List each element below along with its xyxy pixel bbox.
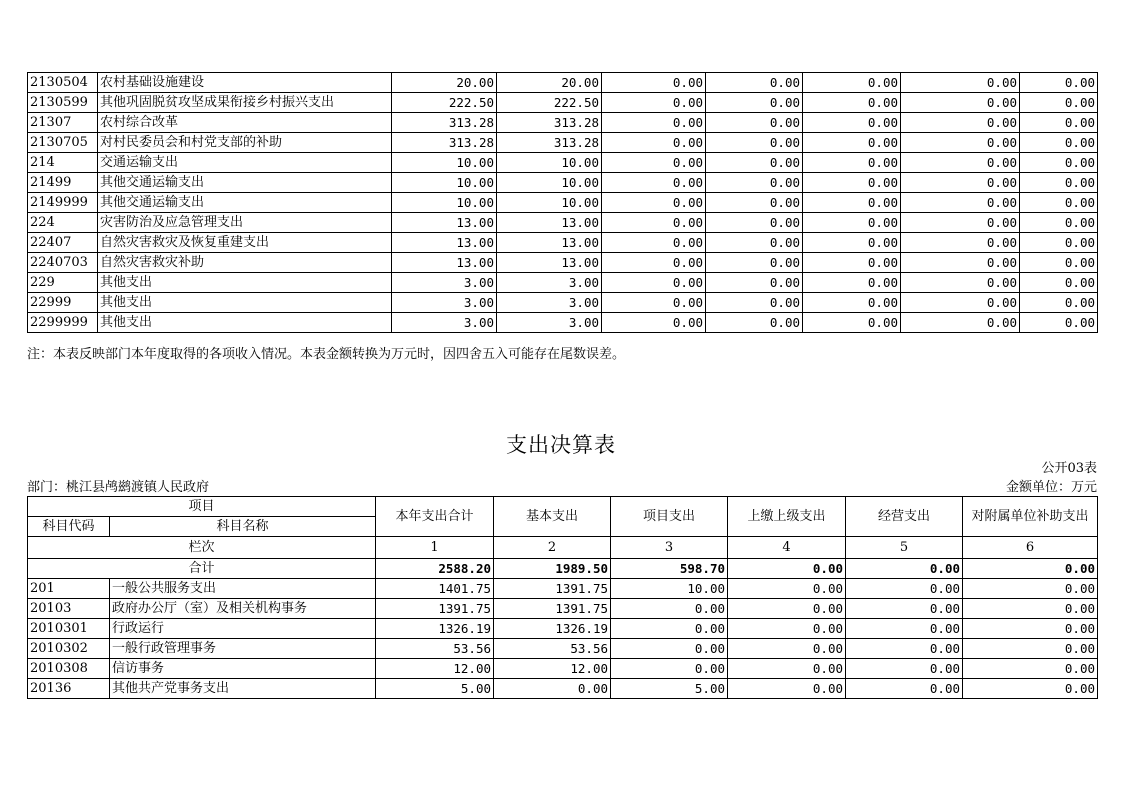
table-row (28, 173, 1098, 193)
row-index-label: 栏次 (28, 537, 376, 559)
amount-cell: 10.00 (497, 193, 602, 213)
subject-code-cell: 201 (28, 579, 110, 599)
amount-cell: 0.00 (963, 659, 1098, 679)
amount-cell: 0.00 (901, 193, 1020, 213)
subject-name-cell: 其他支出 (98, 293, 392, 313)
table-row (28, 233, 1098, 253)
amount-cell: 0.00 (1020, 193, 1098, 213)
subject-name-cell: 其他支出 (98, 313, 392, 333)
amount-cell: 3.00 (392, 293, 497, 313)
amount-cell: 3.00 (497, 313, 602, 333)
subject-name-cell: 其他交通运输支出 (98, 193, 392, 213)
subject-name-cell: 自然灾害救灾及恢复重建支出 (98, 233, 392, 253)
amount-cell: 0.00 (803, 273, 901, 293)
amount-cell: 313.28 (497, 113, 602, 133)
amount-cell: 0.00 (901, 113, 1020, 133)
total-value: 0.00 (963, 559, 1098, 579)
expenditure-table-body (28, 579, 1098, 699)
total-value: 0.00 (846, 559, 963, 579)
amount-cell: 0.00 (728, 579, 846, 599)
header-subject-name: 科目名称 (110, 517, 376, 537)
amount-cell: 13.00 (392, 213, 497, 233)
amount-cell: 1391.75 (494, 599, 611, 619)
subject-code-cell: 20103 (28, 599, 110, 619)
amount-cell: 0.00 (846, 619, 963, 639)
subject-name-cell: 行政运行 (110, 619, 376, 639)
subject-code-cell: 224 (28, 213, 98, 233)
table-row (28, 293, 1098, 313)
amount-cell: 0.00 (1020, 153, 1098, 173)
subject-name-cell: 灾害防治及应急管理支出 (98, 213, 392, 233)
amount-cell: 0.00 (728, 679, 846, 699)
amount-cell: 0.00 (963, 619, 1098, 639)
table-note: 注：本表反映部门本年度取得的各项收入情况。本表金额转换为万元时，因四舍五入可能存在尾数误差。 (27, 347, 626, 362)
amount-cell: 0.00 (706, 293, 803, 313)
header-col-6: 对附属单位补助支出 (963, 497, 1098, 537)
amount-cell: 13.00 (392, 233, 497, 253)
amount-cell: 1326.19 (376, 619, 494, 639)
amount-cell: 3.00 (497, 273, 602, 293)
header-col-5: 经营支出 (846, 497, 963, 537)
table-row (28, 579, 1098, 599)
subject-code-cell: 2010302 (28, 639, 110, 659)
table-row (28, 153, 1098, 173)
amount-cell: 13.00 (497, 253, 602, 273)
subject-name-cell: 其他巩固脱贫攻坚成果衔接乡村振兴支出 (98, 93, 392, 113)
amount-cell: 0.00 (706, 93, 803, 113)
amount-cell: 0.00 (1020, 293, 1098, 313)
amount-cell: 0.00 (706, 313, 803, 333)
amount-cell: 0.00 (728, 639, 846, 659)
column-number: 3 (611, 537, 728, 559)
table-row (28, 113, 1098, 133)
subject-code-cell: 214 (28, 153, 98, 173)
amount-cell: 0.00 (706, 193, 803, 213)
amount-cell: 13.00 (497, 213, 602, 233)
expenditure-table (27, 496, 1098, 699)
subject-code-cell: 2130504 (28, 73, 98, 93)
amount-cell: 0.00 (901, 233, 1020, 253)
subject-code-cell: 22407 (28, 233, 98, 253)
amount-cell: 313.28 (392, 133, 497, 153)
amount-cell: 0.00 (803, 233, 901, 253)
amount-cell: 13.00 (392, 253, 497, 273)
amount-cell: 0.00 (602, 213, 706, 233)
amount-cell: 0.00 (901, 93, 1020, 113)
subject-code-cell: 21307 (28, 113, 98, 133)
table-row (28, 213, 1098, 233)
amount-cell: 0.00 (846, 579, 963, 599)
amount-cell: 0.00 (706, 133, 803, 153)
page-title: 支出决算表 (506, 433, 616, 457)
header-col-3: 项目支出 (611, 497, 728, 537)
total-value: 1989.50 (494, 559, 611, 579)
amount-cell: 0.00 (1020, 313, 1098, 333)
table-row (28, 73, 1098, 93)
table-row (28, 133, 1098, 153)
table-row (28, 599, 1098, 619)
amount-cell: 53.56 (376, 639, 494, 659)
amount-cell: 0.00 (803, 173, 901, 193)
subject-name-cell: 政府办公厅（室）及相关机构事务 (110, 599, 376, 619)
amount-cell: 0.00 (963, 639, 1098, 659)
amount-cell: 20.00 (497, 73, 602, 93)
amount-cell: 0.00 (602, 253, 706, 273)
amount-cell: 0.00 (1020, 93, 1098, 113)
amount-cell: 10.00 (611, 579, 728, 599)
amount-cell: 0.00 (1020, 113, 1098, 133)
subject-code-cell: 20136 (28, 679, 110, 699)
amount-cell: 0.00 (602, 73, 706, 93)
amount-cell: 10.00 (392, 173, 497, 193)
subject-name-cell: 其他支出 (98, 273, 392, 293)
subject-code-cell: 229 (28, 273, 98, 293)
header-col-2: 基本支出 (494, 497, 611, 537)
amount-cell: 0.00 (706, 253, 803, 273)
amount-cell: 0.00 (963, 599, 1098, 619)
amount-cell: 0.00 (803, 213, 901, 233)
amount-cell: 0.00 (803, 253, 901, 273)
amount-cell: 222.50 (392, 93, 497, 113)
amount-cell: 0.00 (901, 293, 1020, 313)
amount-cell: 0.00 (963, 579, 1098, 599)
amount-cell: 10.00 (497, 153, 602, 173)
department-label: 部门：桃江县鸬鹚渡镇人民政府 (27, 480, 210, 495)
amount-cell: 1401.75 (376, 579, 494, 599)
subject-name-cell: 其他交通运输支出 (98, 173, 392, 193)
subject-code-cell: 2010308 (28, 659, 110, 679)
table-row (28, 93, 1098, 113)
subject-code-cell: 2010301 (28, 619, 110, 639)
amount-cell: 0.00 (901, 133, 1020, 153)
amount-cell: 1391.75 (494, 579, 611, 599)
amount-cell: 0.00 (803, 193, 901, 213)
table-row (28, 273, 1098, 293)
amount-cell: 0.00 (706, 153, 803, 173)
unit-label: 金额单位：万元 (1005, 480, 1097, 495)
amount-cell: 0.00 (901, 213, 1020, 233)
amount-cell: 0.00 (803, 133, 901, 153)
amount-cell: 0.00 (1020, 133, 1098, 153)
amount-cell: 3.00 (497, 293, 602, 313)
amount-cell: 222.50 (497, 93, 602, 113)
amount-cell: 5.00 (611, 679, 728, 699)
amount-cell: 0.00 (901, 173, 1020, 193)
amount-cell: 1326.19 (494, 619, 611, 639)
amount-cell: 12.00 (376, 659, 494, 679)
table-row (28, 639, 1098, 659)
amount-cell: 3.00 (392, 273, 497, 293)
amount-cell: 10.00 (392, 153, 497, 173)
amount-cell: 0.00 (901, 313, 1020, 333)
amount-cell: 313.28 (392, 113, 497, 133)
subject-name-cell: 对村民委员会和村党支部的补助 (98, 133, 392, 153)
amount-cell: 0.00 (728, 599, 846, 619)
table-row (28, 313, 1098, 333)
amount-cell: 0.00 (901, 153, 1020, 173)
amount-cell: 0.00 (846, 639, 963, 659)
subject-name-cell: 一般公共服务支出 (110, 579, 376, 599)
amount-cell: 0.00 (963, 679, 1098, 699)
amount-cell: 0.00 (901, 253, 1020, 273)
amount-cell: 0.00 (803, 293, 901, 313)
income-table-body (28, 73, 1098, 333)
subject-name-cell: 信访事务 (110, 659, 376, 679)
amount-cell: 0.00 (602, 173, 706, 193)
total-value: 598.70 (611, 559, 728, 579)
header-col-1: 本年支出合计 (376, 497, 494, 537)
amount-cell: 12.00 (494, 659, 611, 679)
amount-cell: 10.00 (392, 193, 497, 213)
table-code: 公开03表 (1041, 461, 1097, 476)
subject-name-cell: 农村综合改革 (98, 113, 392, 133)
header-item: 项目 (28, 497, 376, 517)
column-number: 4 (728, 537, 846, 559)
table-row (28, 659, 1098, 679)
amount-cell: 0.00 (728, 619, 846, 639)
subject-code-cell: 2240703 (28, 253, 98, 273)
subject-code-cell: 22999 (28, 293, 98, 313)
amount-cell: 0.00 (494, 679, 611, 699)
amount-cell: 0.00 (803, 313, 901, 333)
amount-cell: 0.00 (602, 313, 706, 333)
amount-cell: 0.00 (706, 213, 803, 233)
amount-cell: 0.00 (611, 659, 728, 679)
amount-cell: 0.00 (901, 273, 1020, 293)
subject-name-cell: 交通运输支出 (98, 153, 392, 173)
amount-cell: 53.56 (494, 639, 611, 659)
subject-code-cell: 2130705 (28, 133, 98, 153)
amount-cell: 0.00 (602, 293, 706, 313)
total-row (28, 559, 1098, 579)
amount-cell: 0.00 (706, 233, 803, 253)
amount-cell: 1391.75 (376, 599, 494, 619)
amount-cell: 0.00 (846, 659, 963, 679)
amount-cell: 313.28 (497, 133, 602, 153)
amount-cell: 0.00 (1020, 233, 1098, 253)
amount-cell: 10.00 (497, 173, 602, 193)
amount-cell: 0.00 (706, 73, 803, 93)
subject-name-cell: 其他共产党事务支出 (110, 679, 376, 699)
column-number-row (28, 537, 1098, 559)
amount-cell: 0.00 (706, 173, 803, 193)
subject-code-cell: 2130599 (28, 93, 98, 113)
table-row (28, 193, 1098, 213)
table-row (28, 253, 1098, 273)
amount-cell: 0.00 (1020, 253, 1098, 273)
column-number: 6 (963, 537, 1098, 559)
amount-cell: 0.00 (1020, 273, 1098, 293)
amount-cell: 0.00 (1020, 213, 1098, 233)
amount-cell: 0.00 (846, 679, 963, 699)
column-number: 2 (494, 537, 611, 559)
subject-name-cell: 农村基础设施建设 (98, 73, 392, 93)
column-number: 5 (846, 537, 963, 559)
table-row (28, 619, 1098, 639)
amount-cell: 0.00 (611, 599, 728, 619)
total-value: 2588.20 (376, 559, 494, 579)
amount-cell: 0.00 (602, 113, 706, 133)
amount-cell: 0.00 (706, 273, 803, 293)
income-table-continued (27, 72, 1098, 333)
amount-cell: 0.00 (1020, 73, 1098, 93)
amount-cell: 13.00 (497, 233, 602, 253)
total-label: 合计 (28, 559, 376, 579)
amount-cell: 0.00 (846, 599, 963, 619)
header-col-4: 上缴上级支出 (728, 497, 846, 537)
amount-cell: 0.00 (803, 93, 901, 113)
amount-cell: 3.00 (392, 313, 497, 333)
amount-cell: 0.00 (1020, 173, 1098, 193)
amount-cell: 0.00 (611, 619, 728, 639)
amount-cell: 0.00 (602, 153, 706, 173)
subject-code-cell: 2149999 (28, 193, 98, 213)
subject-code-cell: 21499 (28, 173, 98, 193)
amount-cell: 5.00 (376, 679, 494, 699)
table-row (28, 679, 1098, 699)
subject-name-cell: 一般行政管理事务 (110, 639, 376, 659)
amount-cell: 0.00 (602, 93, 706, 113)
header-subject-code: 科目代码 (28, 517, 110, 537)
header-row-1 (28, 497, 1098, 517)
subject-name-cell: 自然灾害救灾补助 (98, 253, 392, 273)
amount-cell: 0.00 (803, 73, 901, 93)
amount-cell: 0.00 (728, 659, 846, 679)
amount-cell: 0.00 (803, 113, 901, 133)
amount-cell: 0.00 (706, 113, 803, 133)
subject-code-cell: 2299999 (28, 313, 98, 333)
total-value: 0.00 (728, 559, 846, 579)
amount-cell: 0.00 (602, 133, 706, 153)
amount-cell: 0.00 (602, 193, 706, 213)
amount-cell: 0.00 (901, 73, 1020, 93)
column-number: 1 (376, 537, 494, 559)
amount-cell: 20.00 (392, 73, 497, 93)
amount-cell: 0.00 (602, 233, 706, 253)
amount-cell: 0.00 (611, 639, 728, 659)
amount-cell: 0.00 (803, 153, 901, 173)
amount-cell: 0.00 (602, 273, 706, 293)
